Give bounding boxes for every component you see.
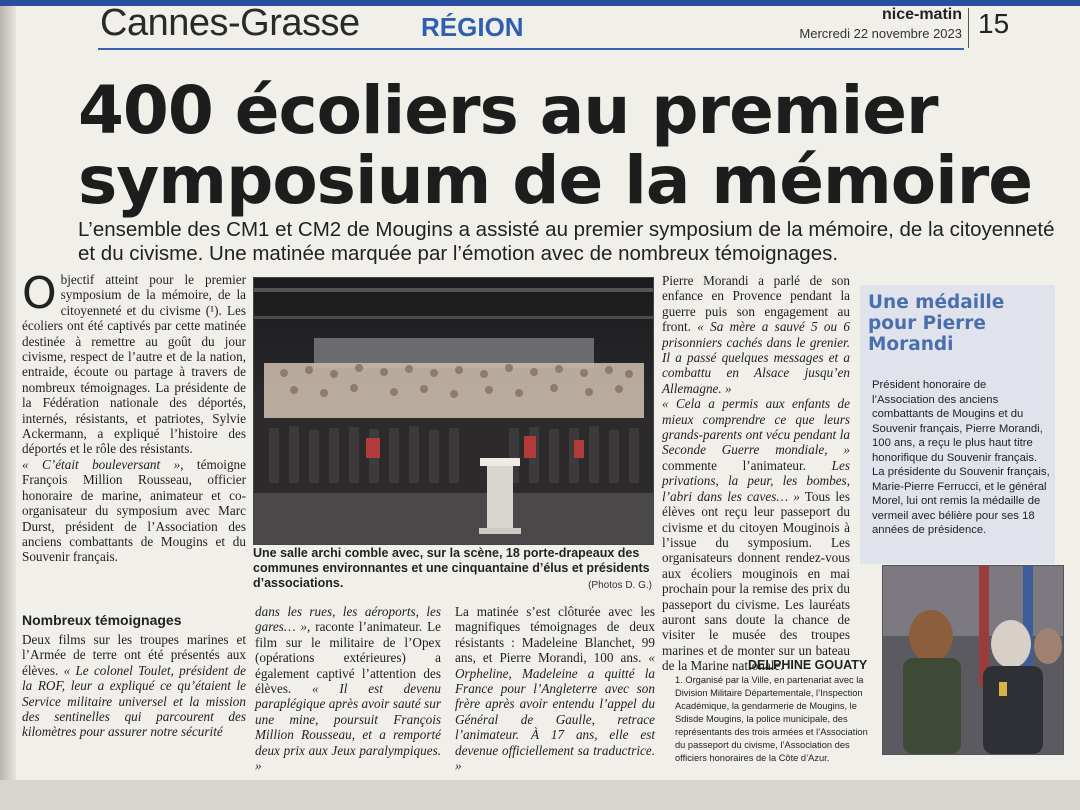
- subheading: Nombreux témoignages: [22, 612, 182, 628]
- drop-cap: O: [22, 268, 57, 319]
- medal-ceremony-photo-illustration: [883, 566, 1063, 754]
- byline: DELPHINE GOUATY: [748, 658, 868, 672]
- newspaper-name: nice-matin: [881, 6, 962, 23]
- photo-credit: (Photos D. G.): [588, 580, 652, 591]
- bottom-page-strip: [0, 780, 1080, 810]
- header-separator: [968, 8, 969, 48]
- article-deck: L’ensemble des CM1 et CM2 de Mougins a assisté au premier symposium de la mémoire, de la citoyenneté et du civisme. Une matinée marquée par l’émotion avec de nombreux témoignages.: [78, 218, 1055, 265]
- quote-paragraph: « C’était bouleversant », témoigne François Million Rousseau, officier honoraire de marine, animateur et co-organisateur du symposium avec Marc Durst, président de l’Association des anciens combattants de Mougins et du Souvenir français.: [22, 456, 246, 565]
- headline-line-2: symposium de la mémoire: [78, 142, 1033, 219]
- header-rule: [98, 48, 964, 50]
- article-column-2: dans les rues, les aéroports, les gares… », raconte l’animateur. Le film sur le militaire de l’Opex (opérations extérieures) a également captivé l’attention des élèves. « Il est devenu paraplégique après avoir sauté sur une mine, poursuit François Million Rousseau, et a remporté deux prix aux Jeux paralympiques. »: [255, 604, 442, 774]
- issue-date: Mercredi 22 novembre 2023: [799, 26, 962, 41]
- region-label: RÉGION: [421, 12, 524, 42]
- sidebar-photo: [882, 565, 1064, 755]
- article-headline: [78, 72, 1048, 219]
- page-number: 15: [978, 8, 1010, 39]
- section-title: Cannes-Grasse: [100, 2, 360, 44]
- footnote: 1. Organisé par la Ville, en partenariat avec la Division Militaire Départementale, l’Inspection Académique, la gendarmerie de Mougins, le Sdisde Mougins, la police municipale, des représentants des trois armées et l’Association du passeport du civisme, l’Association des officiers honoraires de la Côte d’Azur.: [675, 675, 868, 763]
- headline-line-1: 400 écoliers au premier: [78, 72, 938, 149]
- auditorium-photo-illustration: [254, 278, 653, 544]
- article-column-3: La matinée s’est clôturée avec les magnifiques témoignages de deux résistants : Madeleine Blanchet, 99 ans, et Pierre Morandi, 100 ans. « Orpheline, Madeleine a quitté la France pour l’Angleterre avec son frère après avoir entendu l’appel du Général de Gaulle, retrace l’animateur. À 17 ans, elle est devenue officiellement sa traductrice. »: [455, 604, 655, 774]
- photo-caption: Une salle archi comble avec, sur la scène, 18 porte-drapeaux des communes environnantes et une cinquantaine d’élus et présidents d’associations.: [253, 546, 650, 590]
- article-column-1: [22, 268, 246, 565]
- article-column-4: Pierre Morandi a parlé de son enfance en Provence pendant la guerre puis son engagement au front. « Sa mère a sauvé 5 ou 6 prisonniers cachés dans le grenier. Il a passé quelques messages et a combattu en Alsace jusqu’en Allemagne. » « Cela a permis aux enfants de mieux comprendre ce que leurs grands-parents ont vécu pendant la Seconde Guerre mondiale, » commente l’animateur. Les privations, la peur, les bombes, l’abri dans les caves… » Tous les élèves ont reçu leur passeport du civisme et du citoyen Mouginois à l’issue du symposium. Les organisateurs donnent rendez-vous aux écoliers mouginois en mai prochain pour la remise des prix du passeport du civisme. Les lauréats auront sans doute la chance de visiter le musée des troupes marines et de monter sur un bateau de la Marine nationale.: [662, 273, 850, 674]
- main-photo: [253, 277, 654, 545]
- article-column-1-bottom: Deux films sur les troupes marines et l’Armée de terre ont été présentés aux élèves. « Le colonel Toulet, président de la ROF, leur a expliqué ce qu’étaient le Service militaire universel et la mission des sentinelles qui parcourent des kilomètres pour assurer notre sécurité: [22, 632, 246, 740]
- page-fold-shadow: [0, 0, 16, 810]
- sidebar-text: Président honoraire de l’Association des anciens combattants de Mougins et du Souvenir français, Pierre Morandi, 100 ans, a reçu le plus haut titre honorifique du Souvenir français. La présidente du Souvenir français, Marie-Pierre Ferrucci, et le général Morel, lui ont remis la médaille de vermeil avec bélière pour ses 18 années de présidence.: [872, 379, 1050, 536]
- intro-paragraph: Objectif atteint pour le premier symposium de la mémoire, de la citoyenneté et du civisme (¹). Les écoliers ont été captivés par cette matinée destinée à remettre au goût du jour civisme, respect de l’autre et de la nation, entraide, écoute ou partage à travers de nombreux témoignages. La présidente de la Fédération nationale des déportés, internés, résistants, et patriotes, Sylvie Ackermann, a expliqué l’histoire des déportés et le rôle des résistants.: [22, 268, 246, 457]
- sidebar-title: Une médaille pour Pierre Morandi: [868, 292, 1005, 355]
